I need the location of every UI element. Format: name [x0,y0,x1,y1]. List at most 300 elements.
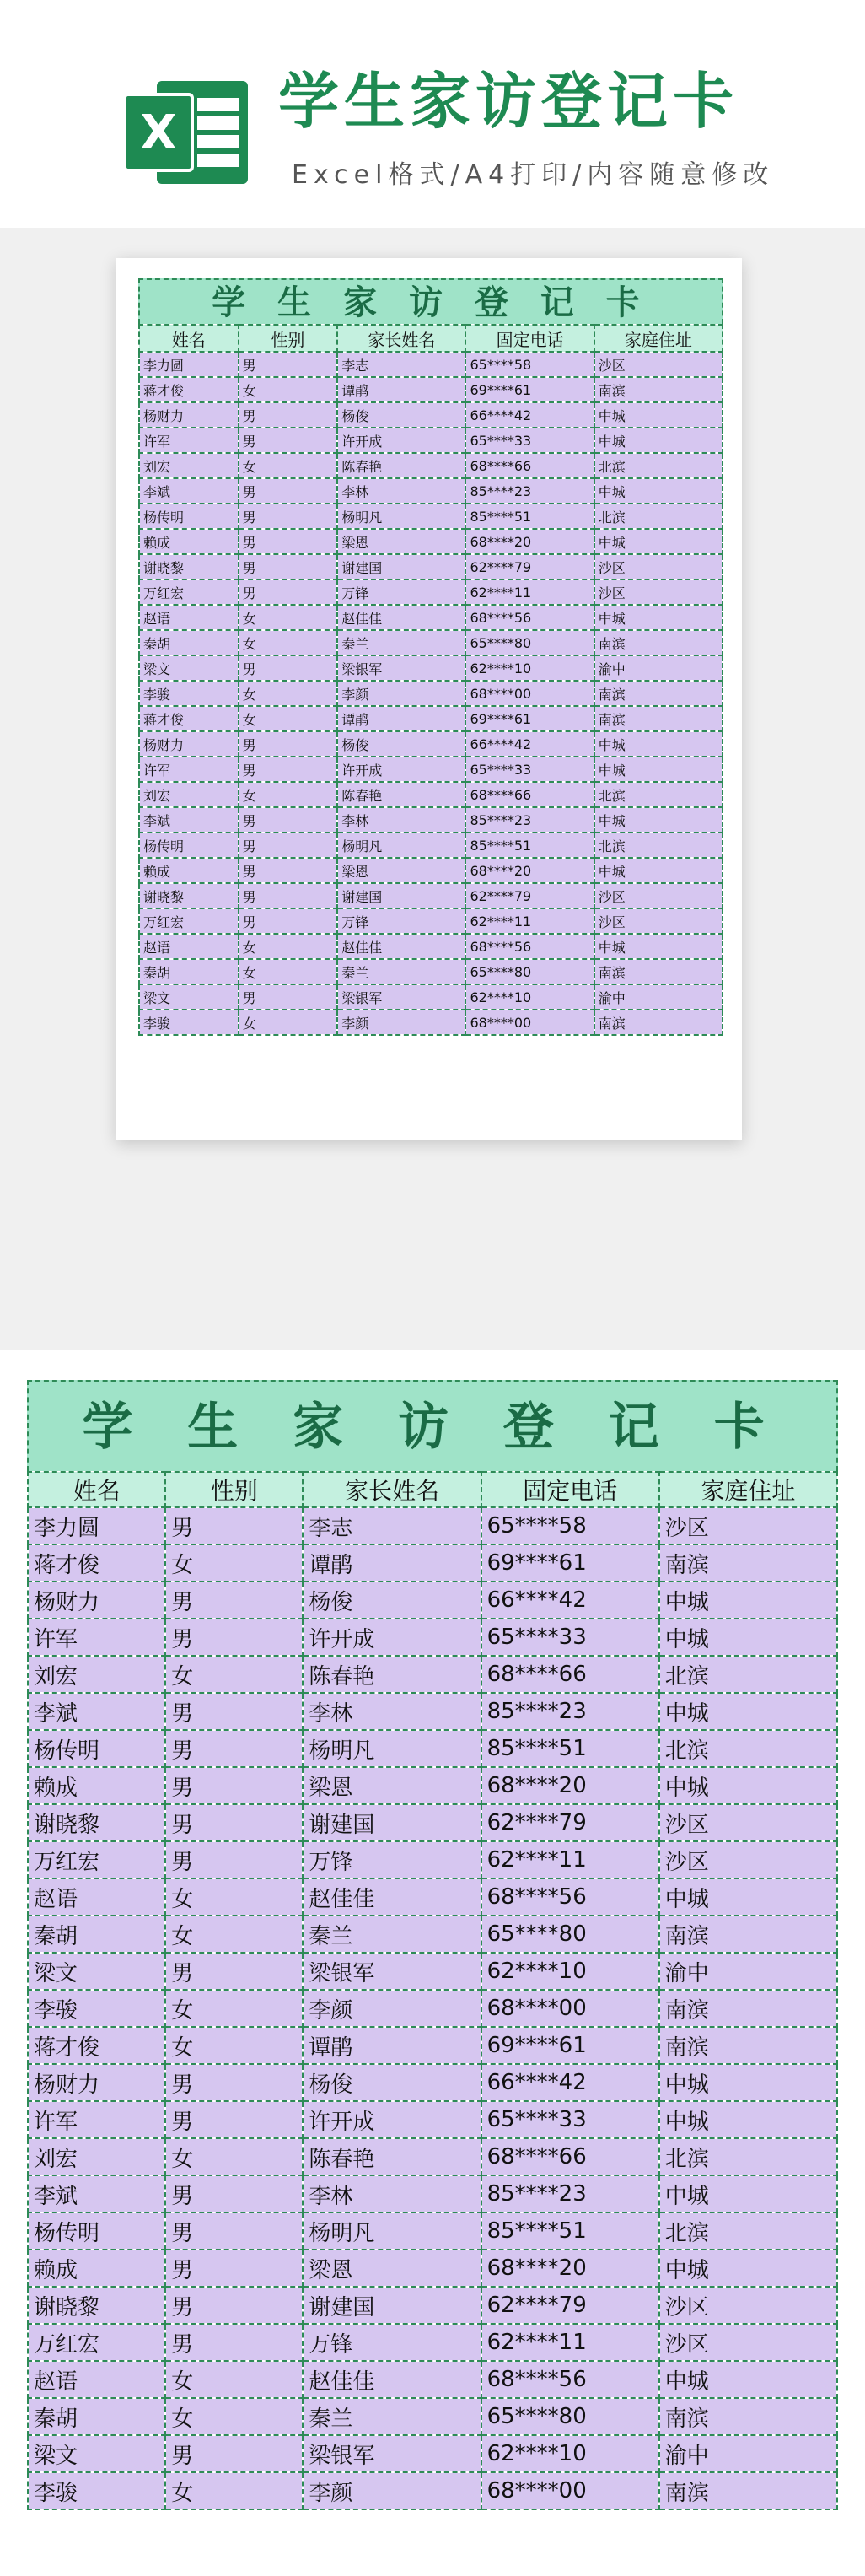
cell-phone: 68****00 [481,1990,659,2027]
cell-gender: 男 [239,731,338,757]
cell-address: 北滨 [594,453,723,478]
table-row [139,908,723,934]
cell-gender: 女 [165,1990,303,2027]
cell-parent-name: 赵佳佳 [337,934,465,959]
cell-address: 中城 [594,731,723,757]
cell-name: 杨财力 [28,1582,165,1619]
table-row [28,1841,837,1878]
cell-phone: 62****79 [481,2287,659,2324]
cell-phone: 69****61 [465,377,594,402]
cell-parent-name: 谢建国 [337,883,465,908]
cell-gender: 男 [239,504,338,529]
table-row [28,2064,837,2101]
excel-icon [125,69,251,196]
cell-address: 中城 [659,2361,837,2398]
cell-name: 万红宏 [28,2324,165,2361]
cell-phone: 62****10 [481,2435,659,2472]
cell-address: 中城 [594,605,723,630]
cell-phone: 65****33 [465,428,594,453]
cell-phone: 68****00 [481,2472,659,2509]
cell-name: 蒋才俊 [28,1544,165,1582]
cell-name: 梁文 [28,2435,165,2472]
cell-gender: 女 [165,1916,303,1953]
cell-name: 李骏 [139,1010,239,1035]
cell-parent-name: 赵佳佳 [303,2361,481,2398]
cell-phone: 62****11 [481,2324,659,2361]
column-header-phone: 固定电话 [481,1472,659,1507]
cell-address: 沙区 [659,2287,837,2324]
table-row [139,655,723,681]
cell-phone: 65****58 [465,352,594,377]
table-row [28,2472,837,2509]
cell-address: 渝中 [659,2435,837,2472]
cell-gender: 男 [239,529,338,554]
cell-address: 渝中 [594,984,723,1010]
cell-gender: 女 [165,2361,303,2398]
table-body [139,352,723,1035]
cell-address: 中城 [594,529,723,554]
cell-parent-name: 陈春艳 [337,782,465,807]
cell-address: 中城 [659,2175,837,2212]
cell-name: 许军 [139,757,239,782]
cell-name: 杨财力 [139,731,239,757]
cell-gender: 男 [239,984,338,1010]
table-row [139,453,723,478]
table-row [139,402,723,428]
table-row [28,2101,837,2138]
table-row [139,984,723,1010]
cell-parent-name: 谢建国 [303,2287,481,2324]
cell-phone: 68****20 [481,1767,659,1804]
cell-phone: 69****61 [465,706,594,731]
cell-phone: 85****23 [481,1693,659,1730]
cell-name: 秦胡 [28,2398,165,2435]
cell-name: 刘宏 [139,782,239,807]
cell-name: 刘宏 [139,453,239,478]
cell-name: 赵语 [28,1878,165,1916]
cell-parent-name: 秦兰 [303,2398,481,2435]
cell-address: 中城 [594,478,723,504]
cell-phone: 68****20 [481,2250,659,2287]
cell-phone: 85****23 [465,807,594,833]
table-row [28,1878,837,1916]
cell-gender: 女 [239,706,338,731]
cell-phone: 66****42 [481,1582,659,1619]
cell-parent-name: 李林 [303,1693,481,1730]
cell-phone: 85****51 [465,504,594,529]
main-sheet [27,1380,838,2510]
cell-parent-name: 梁恩 [337,529,465,554]
cell-parent-name: 万锋 [337,579,465,605]
cell-gender: 女 [165,1544,303,1582]
data-table [27,1471,838,2510]
cell-address: 中城 [659,2250,837,2287]
cell-phone: 65****80 [481,1916,659,1953]
cell-parent-name: 杨俊 [303,2064,481,2101]
cell-gender: 男 [165,2064,303,2101]
cell-name: 刘宏 [28,1656,165,1693]
cell-address: 北滨 [659,1656,837,1693]
table-header-row [139,325,723,352]
cell-gender: 男 [239,833,338,858]
cell-address: 渝中 [659,1953,837,1990]
cell-parent-name: 杨明凡 [303,2212,481,2250]
cell-gender: 女 [165,2138,303,2175]
cell-name: 谢晓黎 [139,554,239,579]
cell-parent-name: 谭鹃 [303,2027,481,2064]
cell-gender: 男 [165,2435,303,2472]
table-header-row [28,1472,837,1507]
cell-gender: 男 [239,428,338,453]
table-row [139,529,723,554]
cell-name: 李骏 [28,1990,165,2027]
cell-name: 李斌 [139,807,239,833]
cell-parent-name: 李颜 [303,1990,481,2027]
cell-parent-name: 李志 [303,1507,481,1544]
cell-address: 沙区 [659,1841,837,1878]
cell-parent-name: 杨明凡 [303,1730,481,1767]
cell-parent-name: 许开成 [337,757,465,782]
cell-phone: 62****79 [465,554,594,579]
page-subtitle: Excel格式/A4打印/内容随意修改 [292,160,775,190]
cell-gender: 男 [165,2212,303,2250]
cell-name: 许军 [28,2101,165,2138]
cell-gender: 女 [165,1656,303,1693]
cell-parent-name: 李颜 [337,1010,465,1035]
cell-parent-name: 梁恩 [303,1767,481,1804]
table-row [28,2287,837,2324]
cell-name: 秦胡 [28,1916,165,1953]
cell-gender: 男 [165,1693,303,1730]
cell-address: 沙区 [659,1507,837,1544]
cell-name: 万红宏 [28,1841,165,1878]
cell-name: 许军 [28,1619,165,1656]
cell-address: 南滨 [594,681,723,706]
cell-name: 秦胡 [139,959,239,984]
cell-address: 中城 [659,1619,837,1656]
cell-gender: 女 [165,1878,303,1916]
cell-phone: 68****56 [465,605,594,630]
table-row [139,554,723,579]
table-row [28,1767,837,1804]
cell-parent-name: 秦兰 [303,1916,481,1953]
cell-parent-name: 李林 [303,2175,481,2212]
cell-gender: 男 [165,1619,303,1656]
cell-gender: 男 [239,883,338,908]
cell-address: 沙区 [594,579,723,605]
cell-parent-name: 万锋 [303,2324,481,2361]
cell-phone: 69****61 [481,2027,659,2064]
cell-phone: 62****79 [465,883,594,908]
cell-name: 李斌 [139,478,239,504]
table-body [28,1507,837,2509]
cell-gender: 女 [239,959,338,984]
cell-name: 秦胡 [139,630,239,655]
cell-gender: 男 [165,1841,303,1878]
table-row [139,504,723,529]
cell-gender: 女 [239,605,338,630]
table-row [28,1953,837,1990]
logo-letter: X [140,105,177,160]
cell-parent-name: 赵佳佳 [303,1878,481,1916]
column-header-address: 家庭住址 [659,1472,837,1507]
table-row [28,2138,837,2175]
cell-gender: 男 [165,2175,303,2212]
cell-phone: 65****58 [481,1507,659,1544]
sheet-title: 学 生 家 访 登 记 卡 [138,278,723,324]
cell-parent-name: 李林 [337,478,465,504]
cell-address: 中城 [594,858,723,883]
cell-address: 南滨 [659,1544,837,1582]
cell-phone: 68****20 [465,858,594,883]
cell-gender: 女 [239,782,338,807]
cell-parent-name: 万锋 [337,908,465,934]
table-row [139,478,723,504]
cell-phone: 62****10 [465,655,594,681]
column-header-gender: 性别 [165,1472,303,1507]
cell-address: 南滨 [594,630,723,655]
cell-phone: 66****42 [465,731,594,757]
table-row [28,1656,837,1693]
cell-gender: 男 [165,1582,303,1619]
column-header-parent-name: 家长姓名 [303,1472,481,1507]
cell-address: 北滨 [659,2212,837,2250]
cell-address: 中城 [659,2101,837,2138]
page-header [0,0,865,228]
cell-phone: 66****42 [465,402,594,428]
cell-gender: 女 [165,2398,303,2435]
cell-address: 南滨 [659,1916,837,1953]
cell-parent-name: 梁银军 [303,1953,481,1990]
table-row [139,858,723,883]
table-row [139,782,723,807]
cell-gender: 女 [239,681,338,706]
table-row [28,1544,837,1582]
cell-parent-name: 梁银军 [303,2435,481,2472]
cell-phone: 68****56 [481,2361,659,2398]
cell-name: 梁文 [139,984,239,1010]
cell-name: 李斌 [28,1693,165,1730]
cell-gender: 女 [239,1010,338,1035]
cell-address: 中城 [594,757,723,782]
table-row [139,681,723,706]
cell-gender: 男 [239,352,338,377]
table-row [139,1010,723,1035]
section-gap [0,1350,865,1380]
cell-gender: 男 [165,1804,303,1841]
cell-address: 中城 [594,428,723,453]
cell-gender: 男 [239,908,338,934]
cell-parent-name: 李颜 [303,2472,481,2509]
cell-address: 中城 [594,807,723,833]
cell-name: 谢晓黎 [28,1804,165,1841]
cell-phone: 68****56 [465,934,594,959]
table-row [28,1507,837,1544]
table-row [139,934,723,959]
cell-address: 渝中 [594,655,723,681]
cell-gender: 男 [165,2287,303,2324]
table-row [28,2212,837,2250]
table-row [28,1804,837,1841]
cell-parent-name: 李志 [337,352,465,377]
cell-address: 南滨 [659,2027,837,2064]
table-row [28,1582,837,1619]
cell-address: 北滨 [659,1730,837,1767]
table-row [139,630,723,655]
cell-parent-name: 杨明凡 [337,504,465,529]
table-row [139,959,723,984]
cell-parent-name: 杨俊 [337,402,465,428]
cell-name: 杨传明 [28,2212,165,2250]
cell-gender: 男 [239,478,338,504]
column-header-gender: 性别 [239,325,338,352]
cell-name: 杨传明 [139,504,239,529]
cell-gender: 男 [239,757,338,782]
cell-phone: 85****51 [465,833,594,858]
cell-address: 北滨 [659,2138,837,2175]
cell-parent-name: 许开成 [303,2101,481,2138]
cell-name: 赵语 [28,2361,165,2398]
cell-name: 杨传明 [139,833,239,858]
cell-name: 杨传明 [28,1730,165,1767]
cell-parent-name: 谢建国 [337,554,465,579]
cell-parent-name: 许开成 [337,428,465,453]
cell-parent-name: 李林 [337,807,465,833]
cell-address: 南滨 [659,2398,837,2435]
table-row [139,428,723,453]
cell-gender: 男 [239,858,338,883]
cell-address: 沙区 [594,908,723,934]
table-row [139,706,723,731]
cell-parent-name: 梁银军 [337,984,465,1010]
cell-phone: 65****80 [481,2398,659,2435]
cell-name: 蒋才俊 [139,377,239,402]
cell-gender: 男 [165,1767,303,1804]
cell-name: 万红宏 [139,579,239,605]
table-row [28,2398,837,2435]
cell-address: 北滨 [594,833,723,858]
table-row [28,2361,837,2398]
cell-parent-name: 梁恩 [303,2250,481,2287]
cell-name: 李骏 [139,681,239,706]
cell-gender: 男 [165,2324,303,2361]
cell-address: 南滨 [594,1010,723,1035]
column-header-name: 姓名 [28,1472,165,1507]
table-row [28,2175,837,2212]
cell-parent-name: 杨明凡 [337,833,465,858]
cell-parent-name: 谭鹃 [303,1544,481,1582]
table-row [28,1730,837,1767]
cell-address: 沙区 [659,1804,837,1841]
cell-address: 中城 [659,1878,837,1916]
cell-parent-name: 秦兰 [337,959,465,984]
cell-address: 南滨 [594,959,723,984]
cell-parent-name: 许开成 [303,1619,481,1656]
cell-phone: 68****66 [481,1656,659,1693]
table-row [139,731,723,757]
table-row [28,1990,837,2027]
column-header-name: 姓名 [139,325,239,352]
cell-phone: 85****23 [481,2175,659,2212]
table-row [139,352,723,377]
cell-gender: 女 [239,377,338,402]
cell-address: 沙区 [594,554,723,579]
cell-gender: 女 [239,934,338,959]
cell-parent-name: 万锋 [303,1841,481,1878]
table-row [28,2435,837,2472]
data-table [138,324,723,1036]
cell-gender: 男 [239,402,338,428]
table-row [28,2250,837,2287]
cell-parent-name: 秦兰 [337,630,465,655]
cell-parent-name: 谭鹃 [337,377,465,402]
cell-name: 赵语 [139,934,239,959]
cell-phone: 65****80 [465,959,594,984]
cell-phone: 69****61 [481,1544,659,1582]
cell-name: 谢晓黎 [28,2287,165,2324]
cell-address: 南滨 [594,706,723,731]
table-row [28,1619,837,1656]
cell-gender: 男 [165,1507,303,1544]
cell-gender: 男 [165,2250,303,2287]
cell-parent-name: 赵佳佳 [337,605,465,630]
cell-name: 许军 [139,428,239,453]
cell-name: 赵语 [139,605,239,630]
page-title: 学生家访登记卡 [278,66,739,137]
cell-parent-name: 谢建国 [303,1804,481,1841]
cell-phone: 68****20 [465,529,594,554]
cell-parent-name: 杨俊 [303,1582,481,1619]
cell-name: 蒋才俊 [28,2027,165,2064]
cell-address: 中城 [659,1693,837,1730]
preview-sheet [138,278,723,1036]
cell-name: 蒋才俊 [139,706,239,731]
cell-parent-name: 陈春艳 [337,453,465,478]
cell-gender: 女 [165,2027,303,2064]
table-row [139,807,723,833]
cell-name: 杨财力 [139,402,239,428]
cell-gender: 女 [239,630,338,655]
cell-gender: 男 [239,554,338,579]
table-row [139,883,723,908]
cell-phone: 85****23 [465,478,594,504]
table-row [139,579,723,605]
cell-phone: 66****42 [481,2064,659,2101]
cell-phone: 65****33 [481,2101,659,2138]
cell-gender: 男 [165,1730,303,1767]
column-header-address: 家庭住址 [594,325,723,352]
cell-address: 沙区 [594,352,723,377]
cell-name: 谢晓黎 [139,883,239,908]
cell-address: 南滨 [594,377,723,402]
cell-address: 中城 [659,2064,837,2101]
cell-phone: 85****51 [481,1730,659,1767]
cell-phone: 68****66 [465,453,594,478]
table-row [139,833,723,858]
cell-phone: 68****66 [481,2138,659,2175]
cell-address: 沙区 [659,2324,837,2361]
column-header-parent-name: 家长姓名 [337,325,465,352]
cell-name: 李力圆 [28,1507,165,1544]
cell-gender: 男 [239,579,338,605]
cell-parent-name: 李颜 [337,681,465,706]
cell-phone: 68****00 [465,1010,594,1035]
cell-address: 中城 [659,1767,837,1804]
cell-parent-name: 陈春艳 [303,2138,481,2175]
cell-address: 北滨 [594,504,723,529]
cell-name: 赖成 [28,2250,165,2287]
sheet-title: 学 生 家 访 登 记 卡 [27,1380,838,1471]
